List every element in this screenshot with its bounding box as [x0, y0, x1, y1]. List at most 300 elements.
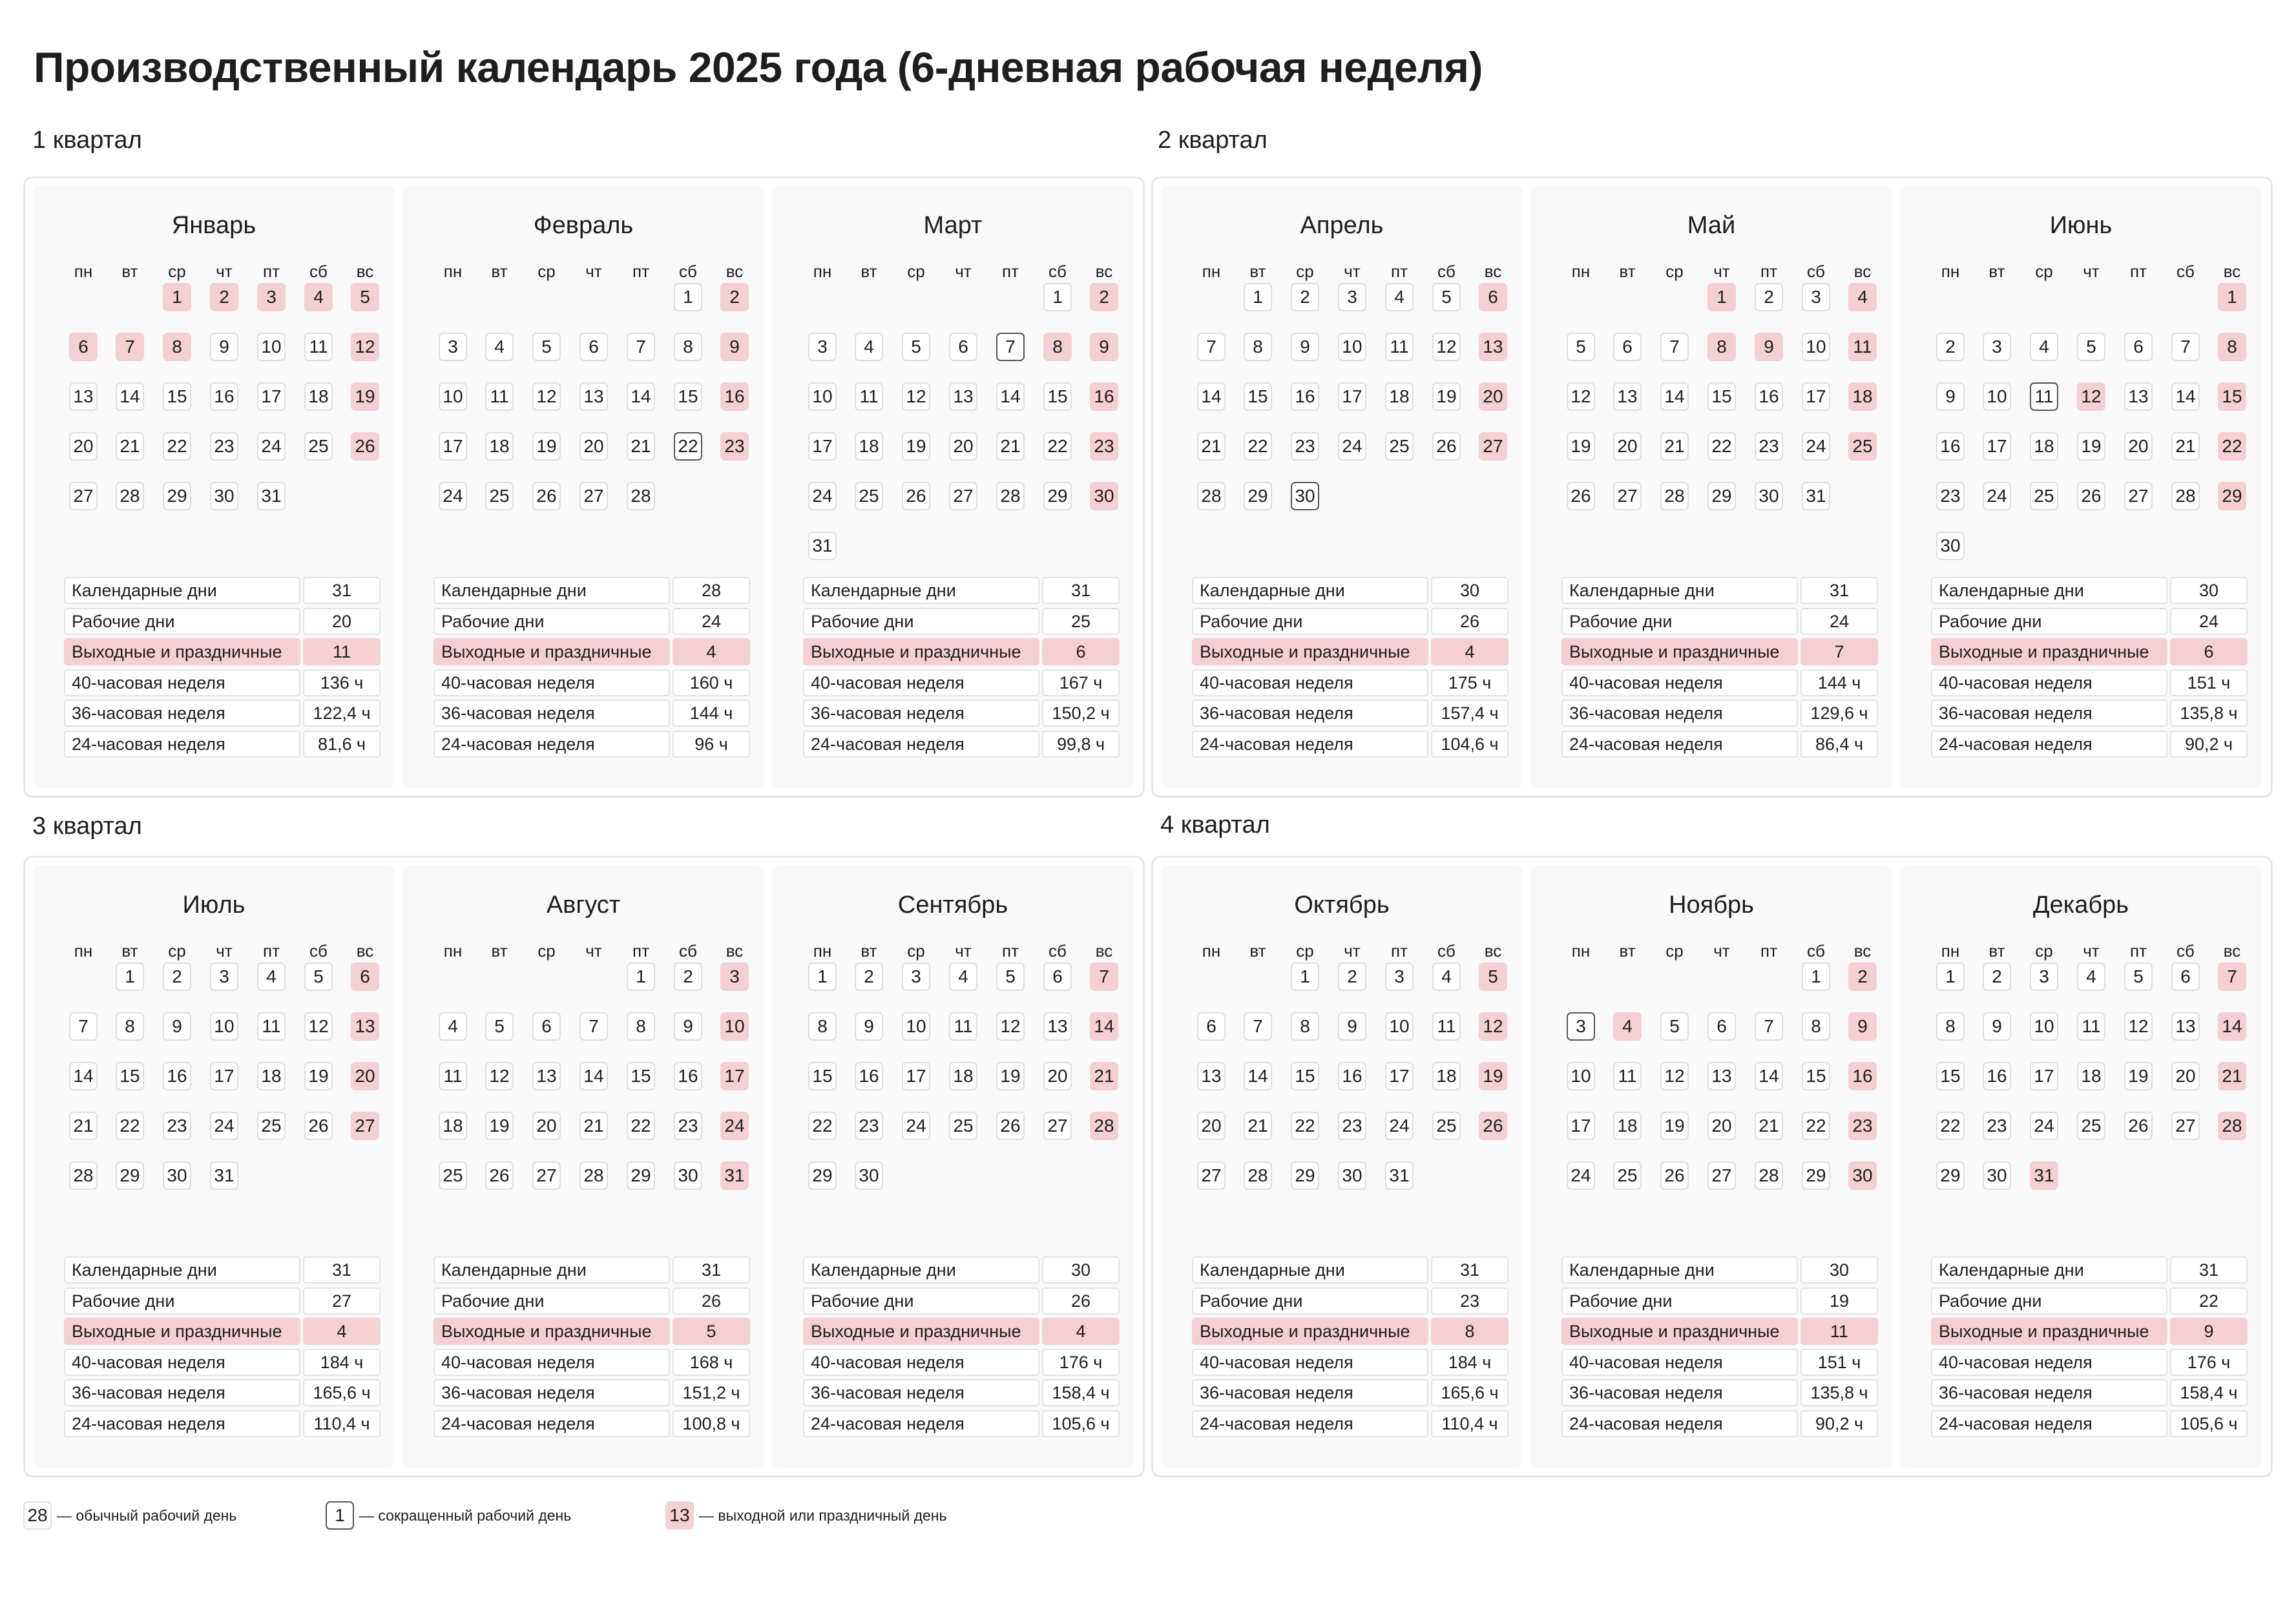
- day-cell[interactable]: 26: [1567, 482, 1595, 510]
- day-cell[interactable]: 13: [579, 382, 608, 411]
- day-cell[interactable]: 31: [1385, 1161, 1414, 1190]
- day-cell[interactable]: 24: [1338, 432, 1366, 461]
- day-cell[interactable]: 14: [2171, 382, 2200, 411]
- day-cell[interactable]: 10: [439, 382, 467, 411]
- day-cell[interactable]: 27: [69, 482, 98, 510]
- day-cell[interactable]: 4: [1432, 962, 1461, 991]
- day-cell[interactable]: 31: [808, 532, 837, 560]
- day-cell[interactable]: 3: [808, 333, 837, 361]
- day-cell[interactable]: 7: [116, 333, 144, 361]
- day-cell[interactable]: 19: [2124, 1062, 2153, 1090]
- day-cell[interactable]: 28: [579, 1161, 608, 1190]
- day-cell[interactable]: 7: [1090, 962, 1118, 991]
- day-cell[interactable]: 24: [1802, 432, 1830, 461]
- day-cell[interactable]: 26: [304, 1112, 333, 1140]
- day-cell[interactable]: 23: [674, 1112, 702, 1140]
- day-cell[interactable]: 3: [720, 962, 749, 991]
- day-cell[interactable]: 4: [1385, 283, 1414, 311]
- day-cell[interactable]: 17: [1385, 1062, 1414, 1090]
- day-cell[interactable]: 26: [996, 1112, 1025, 1140]
- day-cell[interactable]: 16: [1291, 382, 1319, 411]
- day-cell[interactable]: 10: [720, 1012, 749, 1041]
- day-cell[interactable]: 1: [1936, 962, 1965, 991]
- day-cell[interactable]: 11: [949, 1012, 977, 1041]
- day-cell[interactable]: 15: [2218, 382, 2246, 411]
- day-cell[interactable]: 27: [579, 482, 608, 510]
- day-cell[interactable]: 23: [163, 1112, 191, 1140]
- day-cell[interactable]: 29: [116, 1161, 144, 1190]
- day-cell[interactable]: 11: [1613, 1062, 1642, 1090]
- day-cell[interactable]: 21: [1090, 1062, 1118, 1090]
- day-cell[interactable]: 3: [257, 283, 286, 311]
- day-cell[interactable]: 8: [1291, 1012, 1319, 1041]
- day-cell[interactable]: 13: [351, 1012, 379, 1041]
- day-cell[interactable]: 12: [2077, 382, 2105, 411]
- day-cell[interactable]: 3: [1983, 333, 2011, 361]
- day-cell[interactable]: 2: [1090, 283, 1118, 311]
- day-cell[interactable]: 17: [2030, 1062, 2058, 1090]
- day-cell[interactable]: 7: [1244, 1012, 1272, 1041]
- day-cell[interactable]: 13: [2124, 382, 2153, 411]
- day-cell[interactable]: 17: [210, 1062, 238, 1090]
- day-cell[interactable]: 26: [1479, 1112, 1507, 1140]
- day-cell[interactable]: 6: [1707, 1012, 1736, 1041]
- day-cell[interactable]: 9: [1338, 1012, 1366, 1041]
- day-cell[interactable]: 5: [2077, 333, 2105, 361]
- day-cell[interactable]: 24: [257, 432, 286, 461]
- day-cell[interactable]: 22: [1802, 1112, 1830, 1140]
- day-cell[interactable]: 15: [1802, 1062, 1830, 1090]
- day-cell[interactable]: 13: [1707, 1062, 1736, 1090]
- day-cell[interactable]: 6: [1479, 283, 1507, 311]
- day-cell[interactable]: 6: [532, 1012, 561, 1041]
- day-cell[interactable]: 2: [720, 283, 749, 311]
- day-cell[interactable]: 4: [304, 283, 333, 311]
- day-cell[interactable]: 3: [2030, 962, 2058, 991]
- day-cell[interactable]: 9: [1848, 1012, 1877, 1041]
- day-cell[interactable]: 2: [1848, 962, 1877, 991]
- day-cell[interactable]: 18: [855, 432, 883, 461]
- day-cell[interactable]: 29: [2218, 482, 2246, 510]
- day-cell[interactable]: 23: [1338, 1112, 1366, 1140]
- day-cell[interactable]: 19: [1567, 432, 1595, 461]
- day-cell[interactable]: 17: [1802, 382, 1830, 411]
- day-cell[interactable]: 27: [1479, 432, 1507, 461]
- day-cell[interactable]: 30: [1936, 532, 1965, 560]
- day-cell[interactable]: 20: [1197, 1112, 1226, 1140]
- day-cell[interactable]: 5: [1567, 333, 1595, 361]
- day-cell[interactable]: 26: [1432, 432, 1461, 461]
- day-cell[interactable]: 28: [1244, 1161, 1272, 1190]
- day-cell[interactable]: 23: [210, 432, 238, 461]
- day-cell[interactable]: 8: [163, 333, 191, 361]
- day-cell[interactable]: 22: [1291, 1112, 1319, 1140]
- day-cell[interactable]: 20: [1479, 382, 1507, 411]
- day-cell[interactable]: 1: [1802, 962, 1830, 991]
- day-cell[interactable]: 13: [949, 382, 977, 411]
- day-cell[interactable]: 15: [1244, 382, 1272, 411]
- day-cell[interactable]: 20: [2124, 432, 2153, 461]
- day-cell[interactable]: 23: [720, 432, 749, 461]
- day-cell[interactable]: 1: [1244, 283, 1272, 311]
- day-cell[interactable]: 4: [485, 333, 514, 361]
- day-cell[interactable]: 4: [2030, 333, 2058, 361]
- day-cell[interactable]: 18: [2077, 1062, 2105, 1090]
- day-cell[interactable]: 2: [1338, 962, 1366, 991]
- day-cell[interactable]: 28: [1197, 482, 1226, 510]
- day-cell[interactable]: 20: [532, 1112, 561, 1140]
- day-cell[interactable]: 25: [257, 1112, 286, 1140]
- day-cell[interactable]: 19: [485, 1112, 514, 1140]
- day-cell[interactable]: 19: [2077, 432, 2105, 461]
- day-cell[interactable]: 26: [1660, 1161, 1689, 1190]
- day-cell[interactable]: 26: [485, 1161, 514, 1190]
- day-cell[interactable]: 9: [1983, 1012, 2011, 1041]
- day-cell[interactable]: 27: [949, 482, 977, 510]
- day-cell[interactable]: 23: [1983, 1112, 2011, 1140]
- day-cell[interactable]: 18: [2030, 432, 2058, 461]
- day-cell[interactable]: 17: [1338, 382, 1366, 411]
- day-cell[interactable]: 16: [1090, 382, 1118, 411]
- day-cell[interactable]: 17: [902, 1062, 930, 1090]
- day-cell[interactable]: 21: [1755, 1112, 1783, 1140]
- day-cell[interactable]: 18: [257, 1062, 286, 1090]
- day-cell[interactable]: 14: [996, 382, 1025, 411]
- day-cell[interactable]: 19: [902, 432, 930, 461]
- day-cell[interactable]: 13: [1613, 382, 1642, 411]
- day-cell[interactable]: 28: [1660, 482, 1689, 510]
- day-cell[interactable]: 25: [304, 432, 333, 461]
- day-cell[interactable]: 16: [1848, 1062, 1877, 1090]
- day-cell[interactable]: 29: [808, 1161, 837, 1190]
- day-cell[interactable]: 11: [1848, 333, 1877, 361]
- day-cell[interactable]: 24: [902, 1112, 930, 1140]
- day-cell[interactable]: 22: [1244, 432, 1272, 461]
- day-cell[interactable]: 30: [674, 1161, 702, 1190]
- day-cell[interactable]: 14: [116, 382, 144, 411]
- day-cell[interactable]: 13: [69, 382, 98, 411]
- day-cell[interactable]: 20: [1043, 1062, 1072, 1090]
- day-cell[interactable]: 9: [720, 333, 749, 361]
- day-cell[interactable]: 24: [210, 1112, 238, 1140]
- day-cell[interactable]: 29: [627, 1161, 655, 1190]
- day-cell[interactable]: 13: [2171, 1012, 2200, 1041]
- day-cell[interactable]: 30: [855, 1161, 883, 1190]
- day-cell[interactable]: 12: [902, 382, 930, 411]
- day-cell[interactable]: 11: [2030, 382, 2058, 411]
- day-cell[interactable]: 25: [2030, 482, 2058, 510]
- day-cell[interactable]: 29: [163, 482, 191, 510]
- day-cell[interactable]: 22: [1043, 432, 1072, 461]
- day-cell[interactable]: 31: [210, 1161, 238, 1190]
- day-cell[interactable]: 23: [1936, 482, 1965, 510]
- day-cell[interactable]: 17: [1983, 432, 2011, 461]
- day-cell[interactable]: 5: [1479, 962, 1507, 991]
- day-cell[interactable]: 10: [808, 382, 837, 411]
- day-cell[interactable]: 9: [674, 1012, 702, 1041]
- day-cell[interactable]: 16: [855, 1062, 883, 1090]
- day-cell[interactable]: 20: [69, 432, 98, 461]
- day-cell[interactable]: 31: [720, 1161, 749, 1190]
- day-cell[interactable]: 25: [439, 1161, 467, 1190]
- day-cell[interactable]: 24: [439, 482, 467, 510]
- day-cell[interactable]: 11: [257, 1012, 286, 1041]
- day-cell[interactable]: 12: [1660, 1062, 1689, 1090]
- day-cell[interactable]: 16: [1936, 432, 1965, 461]
- day-cell[interactable]: 7: [69, 1012, 98, 1041]
- day-cell[interactable]: 16: [1338, 1062, 1366, 1090]
- day-cell[interactable]: 15: [808, 1062, 837, 1090]
- day-cell[interactable]: 1: [1291, 962, 1319, 991]
- day-cell[interactable]: 26: [351, 432, 379, 461]
- day-cell[interactable]: 11: [1432, 1012, 1461, 1041]
- day-cell[interactable]: 3: [902, 962, 930, 991]
- day-cell[interactable]: 15: [627, 1062, 655, 1090]
- day-cell[interactable]: 3: [210, 962, 238, 991]
- day-cell[interactable]: 7: [1755, 1012, 1783, 1041]
- day-cell[interactable]: 5: [1432, 283, 1461, 311]
- day-cell[interactable]: 6: [1613, 333, 1642, 361]
- day-cell[interactable]: 25: [485, 482, 514, 510]
- day-cell[interactable]: 29: [1043, 482, 1072, 510]
- day-cell[interactable]: 15: [1707, 382, 1736, 411]
- day-cell[interactable]: 7: [627, 333, 655, 361]
- day-cell[interactable]: 31: [1802, 482, 1830, 510]
- day-cell[interactable]: 6: [351, 962, 379, 991]
- day-cell[interactable]: 19: [532, 432, 561, 461]
- day-cell[interactable]: 6: [949, 333, 977, 361]
- day-cell[interactable]: 2: [1983, 962, 2011, 991]
- day-cell[interactable]: 24: [1983, 482, 2011, 510]
- day-cell[interactable]: 26: [532, 482, 561, 510]
- day-cell[interactable]: 13: [1197, 1062, 1226, 1090]
- day-cell[interactable]: 29: [1707, 482, 1736, 510]
- day-cell[interactable]: 6: [1043, 962, 1072, 991]
- day-cell[interactable]: 16: [210, 382, 238, 411]
- day-cell[interactable]: 18: [1848, 382, 1877, 411]
- day-cell[interactable]: 14: [1197, 382, 1226, 411]
- day-cell[interactable]: 30: [1983, 1161, 2011, 1190]
- day-cell[interactable]: 16: [720, 382, 749, 411]
- day-cell[interactable]: 11: [439, 1062, 467, 1090]
- day-cell[interactable]: 8: [2218, 333, 2246, 361]
- day-cell[interactable]: 28: [996, 482, 1025, 510]
- day-cell[interactable]: 21: [627, 432, 655, 461]
- day-cell[interactable]: 26: [2124, 1112, 2153, 1140]
- day-cell[interactable]: 6: [2124, 333, 2153, 361]
- day-cell[interactable]: 26: [902, 482, 930, 510]
- day-cell[interactable]: 29: [1244, 482, 1272, 510]
- day-cell[interactable]: 12: [1567, 382, 1595, 411]
- day-cell[interactable]: 7: [2171, 333, 2200, 361]
- day-cell[interactable]: 18: [304, 382, 333, 411]
- day-cell[interactable]: 3: [1567, 1012, 1595, 1041]
- day-cell[interactable]: 18: [439, 1112, 467, 1140]
- day-cell[interactable]: 1: [808, 962, 837, 991]
- day-cell[interactable]: 27: [2171, 1112, 2200, 1140]
- day-cell[interactable]: 19: [996, 1062, 1025, 1090]
- day-cell[interactable]: 19: [351, 382, 379, 411]
- day-cell[interactable]: 17: [439, 432, 467, 461]
- day-cell[interactable]: 22: [627, 1112, 655, 1140]
- day-cell[interactable]: 13: [1043, 1012, 1072, 1041]
- day-cell[interactable]: 8: [1707, 333, 1736, 361]
- day-cell[interactable]: 11: [485, 382, 514, 411]
- day-cell[interactable]: 7: [579, 1012, 608, 1041]
- day-cell[interactable]: 10: [902, 1012, 930, 1041]
- day-cell[interactable]: 5: [304, 962, 333, 991]
- day-cell[interactable]: 17: [720, 1062, 749, 1090]
- day-cell[interactable]: 18: [1432, 1062, 1461, 1090]
- day-cell[interactable]: 12: [1432, 333, 1461, 361]
- day-cell[interactable]: 13: [1479, 333, 1507, 361]
- day-cell[interactable]: 10: [2030, 1012, 2058, 1041]
- day-cell[interactable]: 28: [1755, 1161, 1783, 1190]
- day-cell[interactable]: 9: [1755, 333, 1783, 361]
- day-cell[interactable]: 9: [210, 333, 238, 361]
- day-cell[interactable]: 24: [2030, 1112, 2058, 1140]
- day-cell[interactable]: 11: [855, 382, 883, 411]
- day-cell[interactable]: 3: [439, 333, 467, 361]
- day-cell[interactable]: 4: [2077, 962, 2105, 991]
- day-cell[interactable]: 1: [116, 962, 144, 991]
- day-cell[interactable]: 10: [1567, 1062, 1595, 1090]
- day-cell[interactable]: 12: [532, 382, 561, 411]
- day-cell[interactable]: 18: [1385, 382, 1414, 411]
- day-cell[interactable]: 21: [116, 432, 144, 461]
- day-cell[interactable]: 30: [1090, 482, 1118, 510]
- day-cell[interactable]: 24: [1567, 1161, 1595, 1190]
- day-cell[interactable]: 26: [2077, 482, 2105, 510]
- day-cell[interactable]: 24: [1385, 1112, 1414, 1140]
- day-cell[interactable]: 21: [1197, 432, 1226, 461]
- day-cell[interactable]: 7: [1197, 333, 1226, 361]
- day-cell[interactable]: 15: [1936, 1062, 1965, 1090]
- day-cell[interactable]: 1: [627, 962, 655, 991]
- day-cell[interactable]: 28: [69, 1161, 98, 1190]
- day-cell[interactable]: 4: [439, 1012, 467, 1041]
- day-cell[interactable]: 8: [1936, 1012, 1965, 1041]
- day-cell[interactable]: 22: [1936, 1112, 1965, 1140]
- day-cell[interactable]: 12: [2124, 1012, 2153, 1041]
- day-cell[interactable]: 7: [2218, 962, 2246, 991]
- day-cell[interactable]: 14: [2218, 1012, 2246, 1041]
- day-cell[interactable]: 27: [1043, 1112, 1072, 1140]
- day-cell[interactable]: 8: [1244, 333, 1272, 361]
- day-cell[interactable]: 21: [1244, 1112, 1272, 1140]
- day-cell[interactable]: 16: [1755, 382, 1783, 411]
- day-cell[interactable]: 1: [163, 283, 191, 311]
- day-cell[interactable]: 30: [163, 1161, 191, 1190]
- day-cell[interactable]: 10: [257, 333, 286, 361]
- day-cell[interactable]: 2: [163, 962, 191, 991]
- day-cell[interactable]: 4: [257, 962, 286, 991]
- day-cell[interactable]: 14: [1755, 1062, 1783, 1090]
- day-cell[interactable]: 5: [485, 1012, 514, 1041]
- day-cell[interactable]: 2: [1755, 283, 1783, 311]
- day-cell[interactable]: 19: [1660, 1112, 1689, 1140]
- day-cell[interactable]: 14: [1090, 1012, 1118, 1041]
- day-cell[interactable]: 9: [163, 1012, 191, 1041]
- day-cell[interactable]: 28: [116, 482, 144, 510]
- day-cell[interactable]: 20: [2171, 1062, 2200, 1090]
- day-cell[interactable]: 4: [1613, 1012, 1642, 1041]
- day-cell[interactable]: 5: [351, 283, 379, 311]
- day-cell[interactable]: 15: [1291, 1062, 1319, 1090]
- day-cell[interactable]: 23: [855, 1112, 883, 1140]
- day-cell[interactable]: 22: [808, 1112, 837, 1140]
- day-cell[interactable]: 12: [1479, 1012, 1507, 1041]
- day-cell[interactable]: 18: [1613, 1112, 1642, 1140]
- day-cell[interactable]: 20: [1707, 1112, 1736, 1140]
- day-cell[interactable]: 12: [304, 1012, 333, 1041]
- day-cell[interactable]: 8: [116, 1012, 144, 1041]
- day-cell[interactable]: 6: [1197, 1012, 1226, 1041]
- day-cell[interactable]: 15: [674, 382, 702, 411]
- day-cell[interactable]: 30: [1291, 482, 1319, 510]
- day-cell[interactable]: 1: [1043, 283, 1072, 311]
- day-cell[interactable]: 4: [1848, 283, 1877, 311]
- day-cell[interactable]: 28: [1090, 1112, 1118, 1140]
- day-cell[interactable]: 9: [1291, 333, 1319, 361]
- day-cell[interactable]: 2: [1291, 283, 1319, 311]
- day-cell[interactable]: 3: [1385, 962, 1414, 991]
- day-cell[interactable]: 21: [2218, 1062, 2246, 1090]
- day-cell[interactable]: 6: [2171, 962, 2200, 991]
- day-cell[interactable]: 28: [2171, 482, 2200, 510]
- day-cell[interactable]: 9: [1090, 333, 1118, 361]
- day-cell[interactable]: 20: [351, 1062, 379, 1090]
- day-cell[interactable]: 21: [579, 1112, 608, 1140]
- day-cell[interactable]: 2: [674, 962, 702, 991]
- day-cell[interactable]: 30: [210, 482, 238, 510]
- day-cell[interactable]: 16: [1983, 1062, 2011, 1090]
- day-cell[interactable]: 19: [1432, 382, 1461, 411]
- day-cell[interactable]: 18: [485, 432, 514, 461]
- day-cell[interactable]: 23: [1848, 1112, 1877, 1140]
- day-cell[interactable]: 11: [2077, 1012, 2105, 1041]
- day-cell[interactable]: 14: [627, 382, 655, 411]
- day-cell[interactable]: 25: [1385, 432, 1414, 461]
- day-cell[interactable]: 15: [163, 382, 191, 411]
- day-cell[interactable]: 13: [532, 1062, 561, 1090]
- day-cell[interactable]: 4: [949, 962, 977, 991]
- day-cell[interactable]: 10: [210, 1012, 238, 1041]
- day-cell[interactable]: 22: [116, 1112, 144, 1140]
- day-cell[interactable]: 14: [1244, 1062, 1272, 1090]
- day-cell[interactable]: 25: [2077, 1112, 2105, 1140]
- day-cell[interactable]: 29: [1802, 1161, 1830, 1190]
- day-cell[interactable]: 7: [996, 333, 1025, 361]
- day-cell[interactable]: 30: [1755, 482, 1783, 510]
- day-cell[interactable]: 27: [532, 1161, 561, 1190]
- day-cell[interactable]: 19: [304, 1062, 333, 1090]
- day-cell[interactable]: 17: [1567, 1112, 1595, 1140]
- day-cell[interactable]: 23: [1755, 432, 1783, 461]
- day-cell[interactable]: 29: [1291, 1161, 1319, 1190]
- day-cell[interactable]: 22: [1707, 432, 1736, 461]
- day-cell[interactable]: 27: [1613, 482, 1642, 510]
- day-cell[interactable]: 27: [351, 1112, 379, 1140]
- day-cell[interactable]: 3: [1802, 283, 1830, 311]
- day-cell[interactable]: 30: [1848, 1161, 1877, 1190]
- day-cell[interactable]: 3: [1338, 283, 1366, 311]
- day-cell[interactable]: 27: [1707, 1161, 1736, 1190]
- day-cell[interactable]: 23: [1090, 432, 1118, 461]
- day-cell[interactable]: 20: [1613, 432, 1642, 461]
- day-cell[interactable]: 24: [808, 482, 837, 510]
- day-cell[interactable]: 5: [902, 333, 930, 361]
